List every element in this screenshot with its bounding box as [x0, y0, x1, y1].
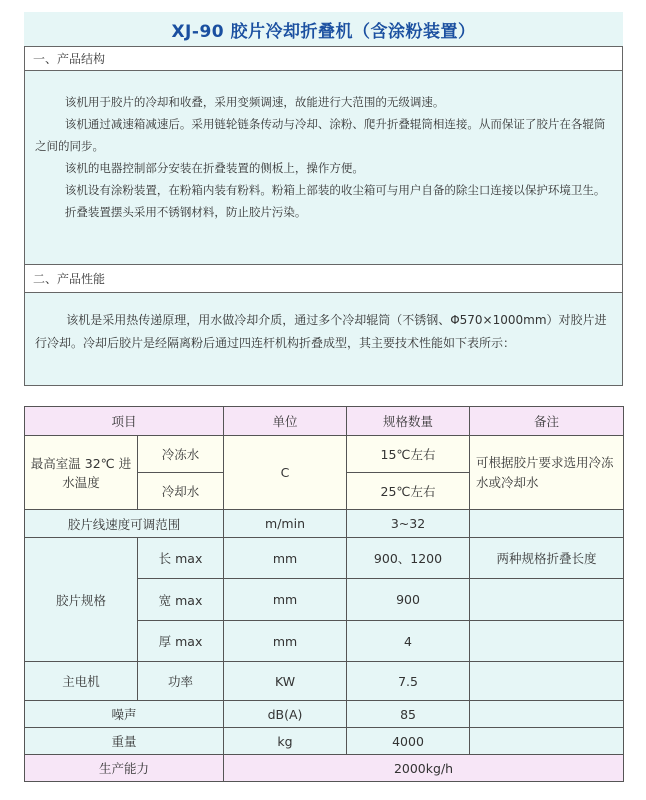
- temp-sub-cool: 冷却水: [138, 473, 224, 510]
- table-row: [25, 662, 624, 701]
- motor-unit: KW: [224, 662, 347, 701]
- film-unit: mm: [224, 621, 347, 662]
- weight-value: 4000: [347, 728, 470, 755]
- noise-unit: dB(A): [224, 701, 347, 728]
- structure-paragraph: 折叠装置摆头采用不锈钢材料，防止胶片污染。: [64, 205, 307, 219]
- film-sub: 长 max: [138, 538, 224, 579]
- film-note: [470, 579, 624, 621]
- header-item: 项目: [25, 407, 224, 436]
- section-performance-heading: 二、产品性能: [24, 264, 623, 292]
- film-sub: 厚 max: [138, 621, 224, 662]
- film-value: 4: [347, 621, 470, 662]
- film-value: 900、1200: [347, 538, 470, 579]
- structure-paragraph: 该机设有涂粉装置，在粉箱内装有粉料。粉箱上部装的收尘箱可与用户自备的除尘口连接以保护环境卫生。: [64, 183, 606, 197]
- temp-label: 最高室温 32℃ 进水温度: [25, 436, 138, 510]
- structure-paragraph: 该机的电器控制部分安装在折叠装置的侧板上，操作方便。: [64, 161, 364, 175]
- motor-sub: 功率: [138, 662, 224, 701]
- table-row: [25, 436, 624, 473]
- film-sub: 宽 max: [138, 579, 224, 621]
- spec-table: [24, 406, 624, 782]
- page-title: XJ-90 胶片冷却折叠机（含涂粉装置）: [171, 21, 476, 42]
- noise-label: 噪声: [25, 701, 224, 728]
- section-performance-body: [24, 292, 623, 386]
- table-row: [25, 701, 624, 728]
- noise-value: 85: [347, 701, 470, 728]
- weight-note: [470, 728, 624, 755]
- film-note: [470, 621, 624, 662]
- motor-note: [470, 662, 624, 701]
- speed-unit: m/min: [224, 510, 347, 538]
- capacity-value: 2000kg/h: [224, 755, 624, 782]
- temp-value-freeze: 15℃左右: [347, 436, 470, 473]
- film-unit: mm: [224, 538, 347, 579]
- temp-value-cool: 25℃左右: [347, 473, 470, 510]
- film-note: 两种规格折叠长度: [470, 538, 624, 579]
- section-structure-heading: 一、产品结构: [24, 46, 623, 70]
- temp-unit: C: [224, 436, 347, 510]
- weight-label: 重量: [25, 728, 224, 755]
- header-spec: 规格数量: [347, 407, 470, 436]
- capacity-label: 生产能力: [25, 755, 224, 782]
- temp-sub-freeze: 冷冻水: [138, 436, 224, 473]
- speed-label: 胶片线速度可调范围: [25, 510, 224, 538]
- noise-note: [470, 701, 624, 728]
- header-unit: 单位: [224, 407, 347, 436]
- structure-paragraph: 该机通过减速箱减速后。采用链轮链条传动与冷却、涂粉、爬升折叠辊筒相连接。从而保证了胶片在各辊筒之间的同步。: [35, 117, 606, 153]
- weight-unit: kg: [224, 728, 347, 755]
- speed-note: [470, 510, 624, 538]
- table-row: [25, 538, 624, 579]
- performance-paragraph: 该机是采用热传递原理，用水做冷却介质，通过多个冷却辊筒（不锈钢、Φ570×1000mm）对胶片进行冷却。冷却后胶片是经隔离粉后通过四连杆机构折叠成型，其主要技术性能如下表所示：: [35, 313, 607, 350]
- motor-label: 主电机: [25, 662, 138, 701]
- speed-value: 3~32: [347, 510, 470, 538]
- film-label: 胶片规格: [25, 538, 138, 662]
- motor-value: 7.5: [347, 662, 470, 701]
- header-note: 备注: [470, 407, 624, 436]
- temp-note: 可根据胶片要求选用冷冻水或冷却水: [470, 436, 624, 510]
- title-bar: [24, 12, 623, 46]
- structure-paragraph: 该机用于胶片的冷却和收叠，采用变频调速，故能进行大范围的无级调速。: [64, 95, 445, 109]
- table-header-row: [25, 407, 624, 436]
- film-value: 900: [347, 579, 470, 621]
- table-row: [25, 755, 624, 782]
- table-row: [25, 510, 624, 538]
- section-structure-body: [24, 70, 623, 265]
- table-row: [25, 728, 624, 755]
- film-unit: mm: [224, 579, 347, 621]
